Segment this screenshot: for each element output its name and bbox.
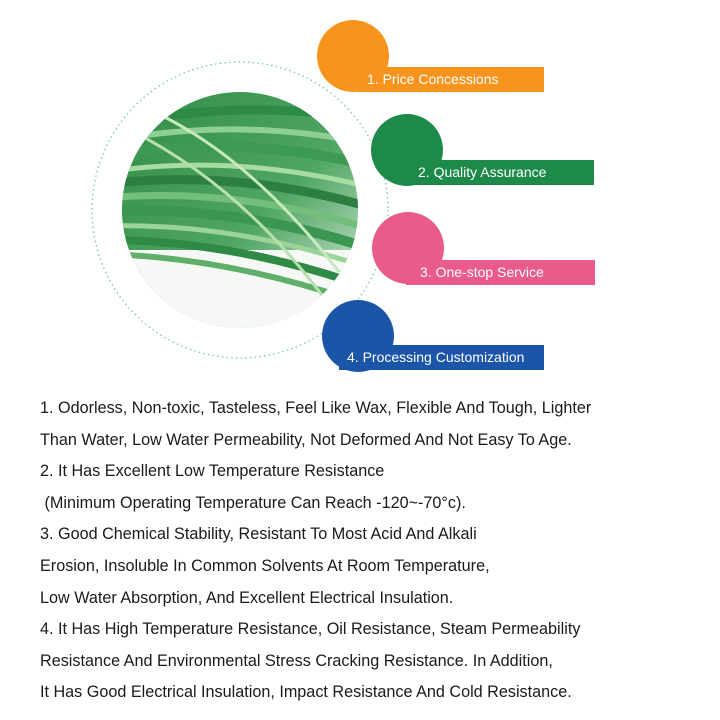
description-line: 2. It Has Excellent Low Temperature Resistance — [40, 462, 385, 481]
description-line: Erosion, Insoluble In Common Solvents At Room Temperature, — [40, 556, 490, 575]
feature-label-service: 3. One-stop Service — [406, 260, 595, 285]
description-line: Than Water, Low Water Permeability, Not Deformed And Not Easy To Age. — [40, 430, 572, 449]
description-line: 3. Good Chemical Stability, Resistant To Most Acid And Alkali — [40, 525, 477, 544]
plastic-strips-photo — [105, 85, 380, 340]
feature-label-price: 1. Price Concessions — [357, 67, 544, 92]
description-line: Resistance And Environmental Stress Cracking Resistance. In Addition, — [40, 651, 553, 670]
description-line: It Has Good Electrical Insulation, Impact Resistance And Cold Resistance. — [40, 683, 572, 702]
description-line: 4. It Has High Temperature Resistance, Oil Resistance, Steam Permeability — [40, 620, 581, 639]
product-description — [40, 393, 700, 709]
description-line: Low Water Absorption, And Excellent Electrical Insulation. — [40, 588, 454, 607]
description-line: 1. Odorless, Non-toxic, Tasteless, Feel Like Wax, Flexible And Tough, Lighter — [40, 399, 592, 417]
description-line: (Minimum Operating Temperature Can Reach -120~-70°c). — [40, 493, 466, 512]
feature-label-quality: 2. Quality Assurance — [406, 160, 594, 185]
feature-label-customization: 4. Processing Customization — [339, 345, 544, 370]
